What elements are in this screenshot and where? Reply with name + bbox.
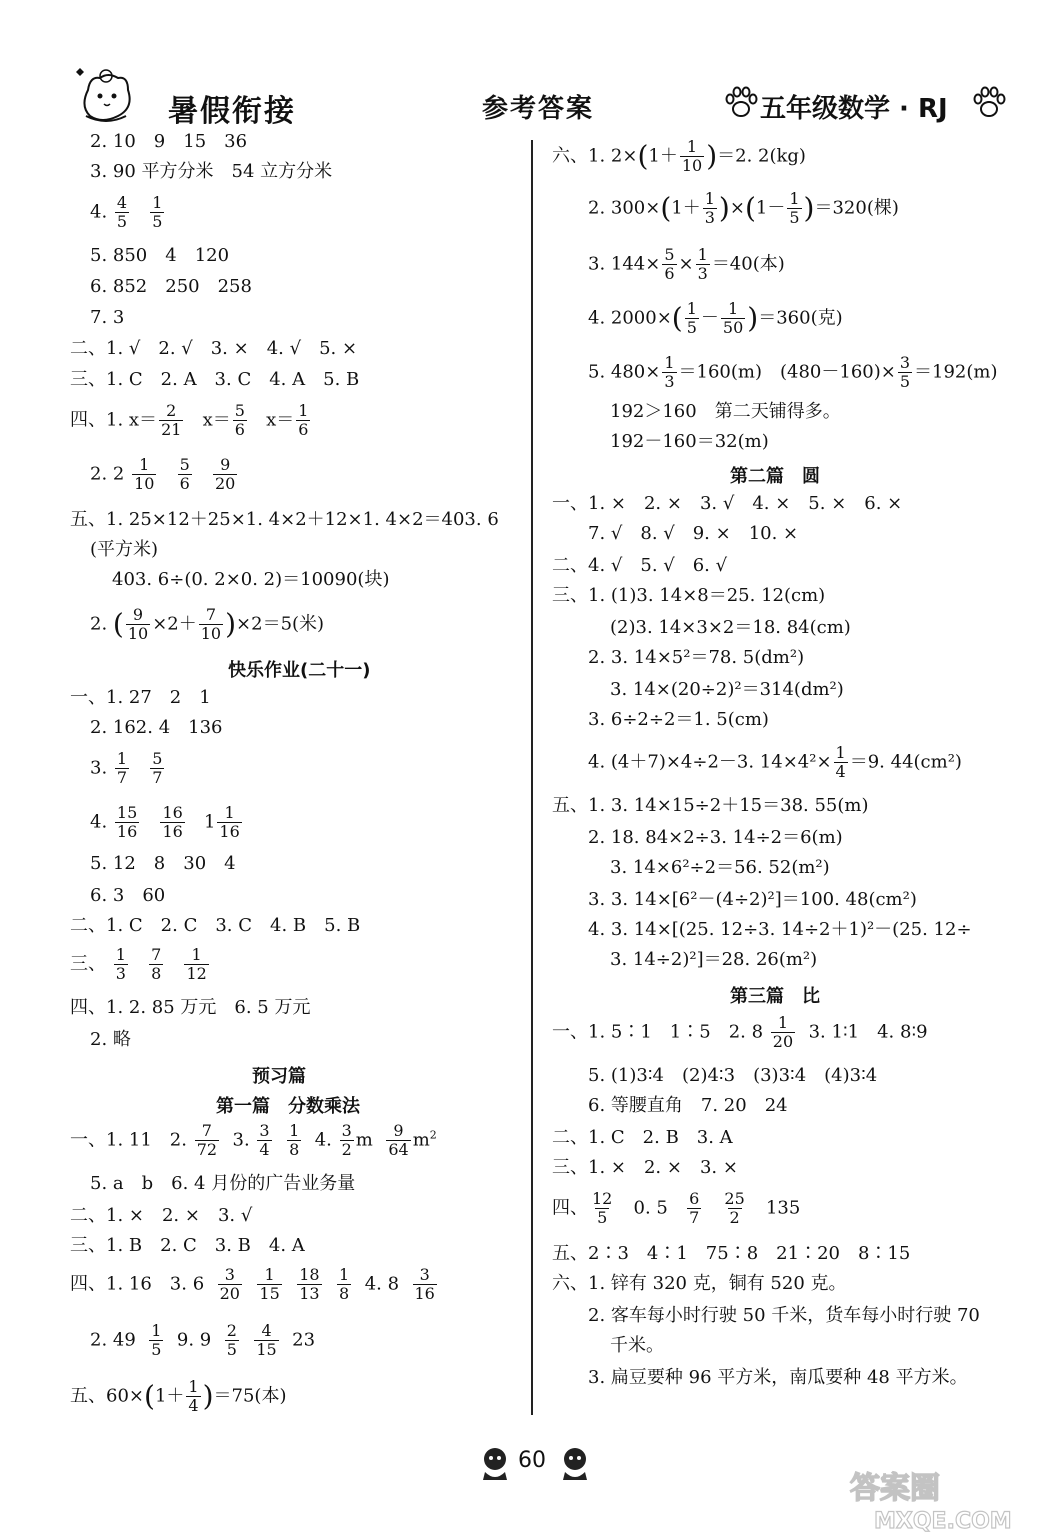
answer-line: 六、1. 锌有 320 克，铜有 520 克。: [552, 1273, 847, 1294]
answer-line: 4. 2000×( $\frac{1}{5}$ － $\frac{1}{50}$ )＝360(克): [588, 299, 843, 337]
answer-line: 5. a b 6. 4 月份的广告业务量: [90, 1173, 356, 1194]
watermark-logo: [844, 1462, 1044, 1534]
answer-line: 2. 162. 4 136: [90, 717, 223, 738]
page-footer: [470, 1440, 600, 1490]
answer-line: 一、1. 5∶1 1∶5 2. 8 $\frac{1}{20}$ 3. 1∶1 4. 8∶9: [552, 1013, 928, 1051]
answer-line: 192－160＝32(m): [610, 431, 769, 452]
answer-line: 五、2∶3 4∶1 75∶8 21∶20 8∶15: [552, 1243, 911, 1264]
answer-line: 192＞160 第二天铺得多。: [610, 401, 841, 422]
section-heading: 快乐作业(二十一): [228, 660, 371, 681]
answer-line: 三、1. × 2. × 3. ×: [552, 1157, 738, 1178]
answer-line: 4. $\frac{4}{5}$ $\frac{1}{5}$: [90, 193, 163, 231]
answer-line: 2. 18. 84×2÷3. 14÷2＝6(m): [588, 827, 843, 848]
answer-line: 5. 850 4 120: [90, 245, 230, 266]
answer-line: 7. 3: [90, 307, 125, 328]
answer-line: 4. (4＋7)×4÷2－3. 14×4²× $\frac{1}{4}$ ＝9. 44(cm²): [588, 743, 962, 781]
section-heading: 第一篇 分数乘法: [216, 1096, 360, 1117]
answer-line: 三、1. B 2. C 3. B 4. A: [70, 1235, 305, 1256]
section-heading: 第二篇 圆: [730, 466, 820, 487]
answer-line: 4. 3. 14×[(25. 12÷3. 14÷2＋1)²－(25. 12÷: [588, 919, 972, 940]
answer-line: 3. 14×6²÷2＝56. 52(m²): [610, 857, 830, 878]
svg-text:MXQE.COM: MXQE.COM: [874, 1509, 1012, 1534]
answer-line: 7. √ 8. √ 9. × 10. ×: [588, 523, 799, 544]
answer-line: 3. 扁豆要种 96 平方米，南瓜要种 48 平方米。: [588, 1367, 968, 1388]
answer-line: 千米。: [610, 1335, 664, 1356]
answer-line: 6. 等腰直角 7. 20 24: [588, 1095, 788, 1116]
svg-text:答案圈: 答案圈: [850, 1471, 940, 1506]
answer-line: 六、1. 2×(1＋ $\frac{1}{10}$ )＝2. 2(kg): [552, 137, 806, 175]
answer-line: 3. 14×(20÷2)²＝314(dm²): [610, 679, 844, 700]
answer-line: 2. 2 $\frac{1}{10}$ $\frac{5}{6}$ $\frac{9}{20}$: [90, 455, 236, 493]
answer-line: 三、1. (1)3. 14×8＝25. 12(cm): [552, 585, 826, 606]
answer-line: 2. 10 9 15 36: [90, 131, 248, 152]
page-number: 60: [518, 1448, 546, 1473]
answer-line: 二、1. C 2. B 3. A: [552, 1127, 733, 1148]
answer-line: 5. 12 8 30 4: [90, 853, 236, 874]
answer-line: 五、60×(1＋ $\frac{1}{4}$ )＝75(本): [70, 1377, 287, 1415]
answer-line: 四、1. 2. 85 万元 6. 5 万元: [70, 997, 311, 1018]
answer-line: 二、4. √ 5. √ 6. √: [552, 555, 728, 576]
answer-line: 6. 3 60: [90, 885, 166, 906]
header-center-title: 参考答案: [482, 94, 595, 124]
answer-line: 2. 49 $\frac{1}{5}$ 9. 9 $\frac{2}{5}$ $\frac{4}{15}$ 23: [90, 1321, 316, 1359]
answer-line: 403. 6÷(0. 2×0. 2)＝10090(块): [112, 569, 390, 590]
answer-line: 五、1. 3. 14×15÷2＋15＝38. 55(m): [552, 795, 869, 816]
header-right-title: 五年级数学 · RJ: [760, 94, 948, 124]
answer-line: 一、1. × 2. × 3. √ 4. × 5. × 6. ×: [552, 493, 903, 514]
answer-line: 一、1. 27 2 1: [70, 687, 211, 708]
answer-line: 四、1. x＝ $\frac{2}{21}$ x＝ $\frac{5}{6}$ x＝ $\frac{1}{6}$: [70, 401, 309, 439]
answer-line: 二、1. C 2. C 3. C 4. B 5. B: [70, 915, 361, 936]
answer-line: 5. 480× $\frac{1}{3}$ ＝160(m) (480－160)× $\frac{3}{5}$ ＝192(m): [588, 353, 998, 391]
answer-line: 3. 3. 14×[6²－(4÷2)²]＝100. 48(cm²): [588, 889, 917, 910]
answer-line: 四、 $\frac{12}{5}$ 0. 5 $\frac{6}{7}$ $\frac{25}{2}$ 135: [552, 1189, 801, 1227]
answer-line: 5. (1)3∶4 (2)4∶3 (3)3∶4 (4)3∶4: [588, 1065, 878, 1086]
answer-line: 4. $\frac{15}{16}$ $\frac{16}{16}$ 1 $\frac{1}{16}$: [90, 803, 240, 841]
answer-line: (2)3. 14×3×2＝18. 84(cm): [610, 617, 851, 638]
paw-icon: [970, 84, 1008, 122]
answer-line: 2. 3. 14×5²＝78. 5(dm²): [588, 647, 805, 668]
cat-mascot-icon: [70, 60, 140, 126]
section-heading: 第三篇 比: [730, 986, 820, 1007]
answer-line: 3. 6÷2÷2＝1. 5(cm): [588, 709, 769, 730]
header-left-title: 暑假衔接: [168, 94, 296, 129]
answer-line: 3. $\frac{1}{7}$ $\frac{5}{7}$: [90, 749, 163, 787]
answer-line: 2. ( $\frac{9}{10}$ ×2＋ $\frac{7}{10}$ )×2＝5(米): [90, 605, 325, 643]
answer-line: 三、 $\frac{1}{3}$ $\frac{7}{8}$ $\frac{1}{12}$: [70, 945, 207, 983]
cartoon-kid-icon: [556, 1444, 594, 1484]
answer-line: 3. 14÷2)²]＝28. 26(m²): [610, 949, 818, 970]
paw-icon: [722, 84, 760, 122]
answer-line: 6. 852 250 258: [90, 276, 252, 297]
page-header: [0, 58, 1062, 128]
section-heading: 预习篇: [252, 1066, 306, 1087]
answer-line: 三、1. C 2. A 3. C 4. A 5. B: [70, 369, 360, 390]
answer-line: 五、1. 25×12＋25×1. 4×2＋12×1. 4×2＝403. 6: [70, 509, 499, 530]
answer-line: 2. 客车每小时行驶 50 千米，货车每小时行驶 70: [588, 1305, 980, 1326]
answer-line: 2. 300×(1＋ $\frac{1}{3}$ )×(1－ $\frac{1}{5}$ )＝320(棵): [588, 189, 899, 227]
answer-line: 四、1. 16 3. 6 $\frac{3}{20}$ $\frac{1}{15}$ $\frac{18}{13}$ $\frac{1}{8}$ 4. 8 $\frac{3}{16}$: [70, 1265, 435, 1303]
column-divider: [531, 140, 533, 1415]
answer-line: 二、1. × 2. × 3. √: [70, 1205, 253, 1226]
answer-line: 3. 144× $\frac{5}{6}$ × $\frac{1}{3}$ ＝40(本): [588, 245, 785, 283]
answer-line: 3. 90 平方分米 54 立方分米: [90, 161, 333, 182]
answer-line: (平方米): [90, 539, 159, 560]
answer-line: 二、1. √ 2. √ 3. × 4. √ 5. ×: [70, 338, 358, 359]
answer-line: 一、1. 11 2. $\frac{7}{72}$ 3. $\frac{3}{4}$ $\frac{1}{8}$ 4. $\frac{3}{2}$ m $\frac{9}{64}$ $m^2$: [70, 1121, 437, 1159]
answer-line: 2. 略: [90, 1029, 131, 1050]
cartoon-kid-icon: [476, 1444, 514, 1484]
